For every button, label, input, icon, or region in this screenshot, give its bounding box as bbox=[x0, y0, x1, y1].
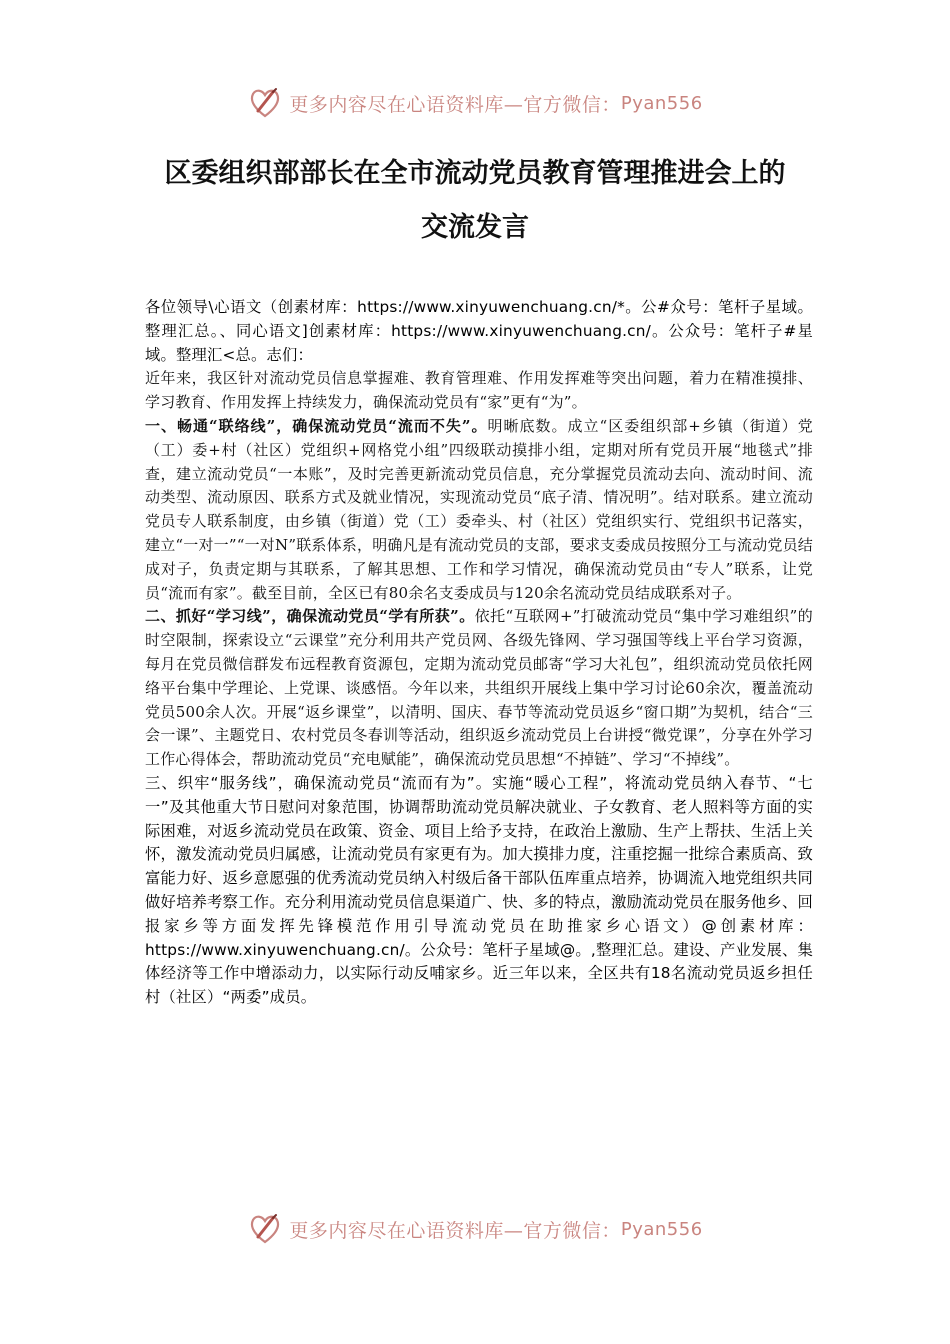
watermark-text: 更多内容尽在心语资料库—官方微信： bbox=[289, 1219, 621, 1242]
section-2-body: 依托“互联网+”打破流动党员“集中学习难组织”的时空限制，探索设立“云课堂”充分利用共产党员网、各级先锋网、学习强国等线上平台学习资源，每月在党员微信群发布远程教育资源包，定期为流动党员邮寄“学习大礼包”，组织流动党员依托网络平台集中学理论、上党课、谈感悟。今年以来，共组织开展线上集中学习讨论60余次，覆盖流动党员500余人次。开展“返乡课堂”，以清明、国庆、春节等流动党员返乡“窗口期”为契机，结合“三会一课”、主题党日、农村党员冬春训等活动，组织返乡流动党员上台讲授“微党课”，分享在外学习工作心得体会，帮助流动党员“充电赋能”，确保流动党员思想“不掉链”、学习“不掉线”。 bbox=[145, 607, 813, 769]
watermark-text: 更多内容尽在心语资料库—官方微信： bbox=[289, 93, 621, 116]
pen-heart-logo-icon bbox=[247, 1211, 283, 1247]
section-1-paragraph bbox=[145, 415, 813, 605]
watermark-banner-bottom bbox=[0, 1209, 950, 1249]
section-2-heading: 二、抓好“学习线”，确保流动党员“学有所获”。 bbox=[145, 607, 475, 626]
watermark-banner-top bbox=[0, 83, 950, 123]
pen-heart-logo-icon bbox=[247, 85, 283, 121]
lead-paragraph: 近年来，我区针对流动党员信息掌握难、教育管理难、作用发挥难等突出问题，着力在精准摸排、学习教育、作用发挥上持续发力，确保流动党员有“家”更有“为”。 bbox=[145, 369, 813, 412]
watermark-wechat-id: Pyan556 bbox=[620, 92, 703, 114]
intro-paragraph: 各位领导\心语文（创素材库：https://www.xinyuwenchuang.cn/*。公#众号：笔杆子星域。整理汇总。、同心语文]创素材库：https://www.xinyuwenchuang.cn/。公众号：笔杆子#星域。整理汇<总。志们： bbox=[145, 298, 813, 364]
watermark-wechat-id: Pyan556 bbox=[620, 1218, 703, 1240]
title-line-2: 交流发言 bbox=[421, 212, 529, 243]
section-2-paragraph bbox=[145, 605, 813, 772]
document-body bbox=[145, 296, 813, 1010]
section-1-heading: 一、畅通“联络线”，确保流动党员“流而不失”。 bbox=[145, 416, 488, 435]
document-title bbox=[120, 147, 830, 255]
title-line-1: 区委组织部部长在全市流动党员教育管理推进会上的 bbox=[164, 158, 786, 189]
section-1-body: 明晰底数。成立“区委组织部+乡镇（街道）党（工）委+村（社区）党组织+网格党小组”四级联动摸排小组，定期对所有党员开展“地毯式”排查，建立流动党员“一本账”，及时完善更新流动党员信息，充分掌握党员流动去向、流动时间、流动类型、流动原因、联系方式及就业情况，实现流动党员“底子清、情况明”。结对联系。建立流动党员专人联系制度，由乡镇（街道）党（工）委牵头、村（社区）党组织实行、党组织书记落实，建立“一对一”“一对N”联系体系，明确凡是有流动党员的支部，要求支委成员按照分工与流动党员结成对子，负责定期与其联系，了解其思想、工作和学习情况，确保流动党员由“专人”联系，让党员“流而有家”。截至目前，全区已有80余名支委成员与120余名流动党员结成联系对子。 bbox=[145, 416, 814, 602]
section-3-paragraph: 三、织牢“服务线”，确保流动党员“流而有为”。实施“暖心工程”，将流动党员纳入春节、“七一”及其他重大节日慰问对象范围，协调帮助流动党员解决就业、子女教育、老人照料等方面的实际困难，对返乡流动党员在政策、资金、项目上给予支持，在政治上激励、生产上帮扶、生活上关怀，激发流动党员归属感，让流动党员有家更有为。加大摸排力度，注重挖掘一批综合素质高、致富能力好、返乡意愿强的优秀流动党员纳入村级后备干部队伍库重点培养，协调流入地党组织共同做好培养考察工作。充分利用流动党员信息渠道广、快、多的特点，激励流动党员在服务他乡、回报家乡等方面发挥先锋模范作用引导流动党员在助推家乡心语文）@创素材库：https://www.xinyuwenchuang.cn/。公众号：笔杆子星域@。,整理汇总。建设、产业发展、集体经济等工作中增添动力，以实际行动反哺家乡。近三年以来，全区共有18名流动党员返乡担任村（社区）“两委”成员。 bbox=[145, 773, 813, 1007]
